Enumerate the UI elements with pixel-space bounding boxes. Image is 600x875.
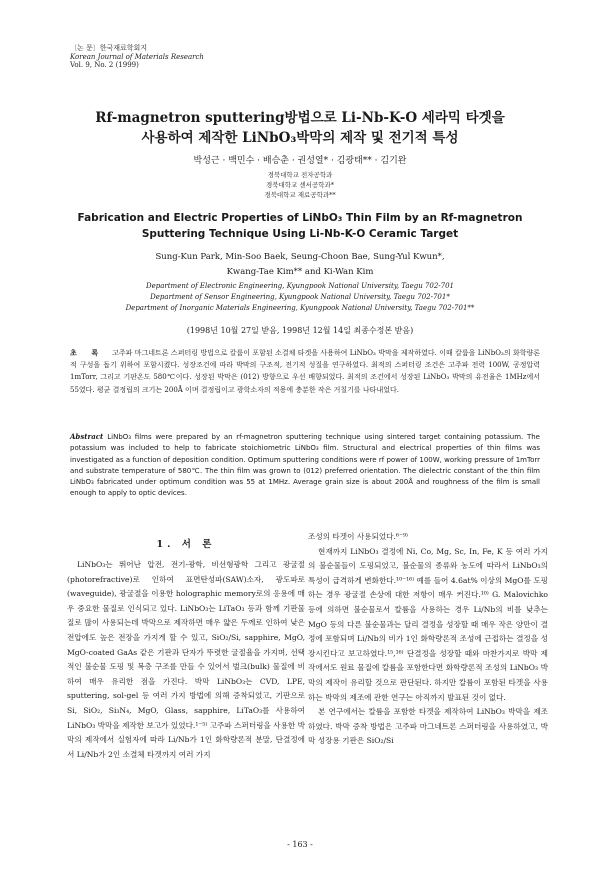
intro-paragraph-1: LiNbO₃는 뛰어난 압전, 전기-광학, 비선형광학 그리고 광굴절(photorefractive)로 인하여 표면탄성파(SAW)소자, 광도파로(waveguide), 광굴절을 이용한 holographic memory로의 응용에 매우 중요한 물질로 인식되고 있다. LiNbO₃는 LiTaO₃ 등과 함께 기판물질로 많이 사용되는데 박막으로 제작하면 매우 얇은 두께로 인하여 낮은 전압에도 높은 전장을 가지게 할 수 있고, SiO₂/Si, sapphire, MgO, MgO-coated GaAs 같은 기판과 단자가 뚜렷한 굴절율을 가지며, 선택적인 불순물 도핑 및 복층 구조를 만들 수 있어서 벌크(bulk) 물질에 비하여 매우 유리한 점을 가진다. 박막 LiNbO₃는 CVD, LPE, sputtering, sol-gel 등 여러 가지 방법에 의해 증착되었고, 기판으로 Si, SiO₂, Si₃N₄, MgO, Glass, sapphire, LiTaO₃를 사용하여 LiNbO₃ 박막을 제작한 보고가 있었다.¹⁻⁵⁾ 고주파 스퍼터링을 사용한 박막의 제작에서 실험자에 따라 Li/Nb가 1인 화학량론적 분말, 단결정에서 Li/Nb가 2인 소결체 타겟까지 여러 가지: [67, 560, 305, 759]
intro-paragraph-3: 본 연구에서는 칼륨을 포함한 타겟을 제작하여 LiNbO₃ 박막을 제조하였다. 박막 증착 방법은 고주파 마그네트론 스퍼터링을 사용하였고, 박막 성장용 기판은 SiO₂/Si: [308, 707, 548, 746]
title-english: [0, 210, 600, 242]
journal-volume: Vol. 9, No. 2 (1999): [70, 61, 139, 69]
journal-line-english: Korean Journal of Materials Research: [70, 52, 204, 61]
body-column-right: [308, 530, 548, 749]
title-korean-line1: Rf-magnetron sputtering방법으로 Li-Nb-K-O 세라믹 타겟을: [95, 110, 505, 126]
authors-english: [0, 250, 600, 280]
affiliation-ko-2: 경북대학교 센서공학과*: [265, 181, 335, 189]
abstract-korean: [70, 347, 540, 396]
intro-paragraph-1-continued: 조성의 타겟이 사용되었다.⁶⁻⁹⁾: [308, 532, 408, 541]
received-dates: (1998년 10월 27일 받음, 1998년 12월 14일 최종수정본 받음): [186, 326, 414, 335]
page-number: - 163 -: [287, 840, 313, 849]
authors-korean: 박성근 · 백민수 · 배승춘 · 권성열* · 김광태** · 김기완: [193, 156, 407, 166]
affiliation-ko-1: 경북대학교 전자공학과: [267, 171, 333, 179]
title-english-line1: Fabrication and Electric Properties of LiNbO₃ Thin Film by an Rf-magnetron: [77, 212, 523, 224]
intro-paragraph-2: 현재까지 LiNbO₃ 결정에 Ni, Co, Mg, Sc, In, Fe, K 등 여러 가지의 불순물들이 도핑되었고, 불순물의 종류와 농도에 따라서 LiNbO₃의 특성이 급격하게 변화한다.¹⁰⁻¹⁶⁾ 예를 들어 4.6at% 이상의 MgO를 도핑하는 경우 광굴절 손상에 대한 저항이 매우 커진다.¹⁰⁾ G. Malovichko 등에 의하면 불순물로서 칼륨을 사용하는 경우 Li/Nb의 비를 낮추는 MgO 등의 다른 불순물과는 달리 결정을 성장할 때 매우 작은 양만이 결정에 포함되며 Li/Nb의 비가 1인 화학량론적 조성에 근접하는 결정을 성장시킨다고 보고하였다.¹⁵,¹⁶⁾ 단결정을 성장할 때와 마찬가지로 박막 제작에서도 원료 물질에 칼륨을 포함한다면 화학량론적 조성의 LiNbO₃ 박막의 제작이 유리할 것으로 판단된다. 하지만 칼륨이 포함된 타겟을 사용하는 박막의 제조에 관한 연구는 아직까지 발표된 것이 없다.: [308, 546, 548, 702]
abstract-english: [70, 431, 540, 500]
affiliation-en-1: Department of Electronic Engineering, Kyungpook National University, Taegu 702-701: [145, 282, 455, 290]
title-korean: [0, 108, 600, 148]
authors-english-line2: Kwang-Tae Kim** and Ki-Wan Kim: [226, 267, 374, 277]
abstract-korean-text: 고주파 마그네트론 스퍼터링 방법으로 칼륨이 포함된 소결체 타겟을 사용하여 LiNbO₃ 박막을 제작하였다. 이때 칼륨을 LiNbO₃의 화학량론적 구성을 돕기 위하여 포함시켰다. 성장조건에 따라 박막의 구조적, 전기적 성질을 연구하였다. 최적의 스퍼터링 조건은 고주파 전력 100W, 공정압력 1mTorr, 그리고 기판온도 580℃이다. 성장된 박막은 (012) 방향으로 우선 배향되었다. 최적의 조건에서 성장된 LiNbO₃ 박막의 유전율은 1MHz에서 55였다. 평균 결정립의 크기는 200Å 이며 결정립이고 광학소자의 적용에 충분한 작은 거칠기를 나타내었다.: [70, 349, 540, 394]
abstract-korean-label: 초 록: [70, 348, 105, 357]
journal-line-korean: 〔논 문〕한국재료학회지: [70, 44, 148, 52]
affiliation-ko-3: 경북대학교 재료공학과**: [264, 191, 336, 199]
abstract-english-text: LiNbO₃ films were prepared by an rf-magnetron sputtering technique using sintered target containing potassium. The potassium was included to help to fabricate stoichiometric LiNbO₃ film. Structural and electrical properties of thin films was investigated as a function of deposition condition. Optimum sputtering conditions were rf power of 100W, working pressure of 1mTorr and substrate temperature of 580℃. The thin film was grown to (012) preferred orientation. The dielectric constant of the thin film LiNbO₃ fabricated under optimum condition was 55 at 1MHz. Average grain size is about 200Å and roughness of the film is small enough to apply to optic devices.: [70, 433, 540, 498]
abstract-english-label: Abstract: [70, 432, 104, 441]
affiliations-korean: [0, 170, 600, 200]
affiliations-english: [0, 281, 600, 314]
title-korean-line2: 사용하여 제작한 LiNbO₃박막의 제작 및 전기적 특성: [141, 130, 459, 146]
authors-english-line1: Sung-Kun Park, Min-Soo Baek, Seung-Choon Bae, Sung-Yul Kwun*,: [155, 252, 445, 262]
body-column-left: [67, 558, 305, 762]
affiliation-en-2: Department of Sensor Engineering, Kyungpook National University, Taegu 702-701*: [150, 293, 450, 301]
section-heading-introduction: 1. 서 론: [156, 539, 216, 550]
affiliation-en-3: Department of Inorganic Materials Engineering, Kyungpook National University, Taegu 702-701**: [125, 304, 475, 312]
journal-header: [70, 44, 204, 70]
title-english-line2: Sputtering Technique Using Li-Nb-K-O Ceramic Target: [141, 228, 459, 240]
